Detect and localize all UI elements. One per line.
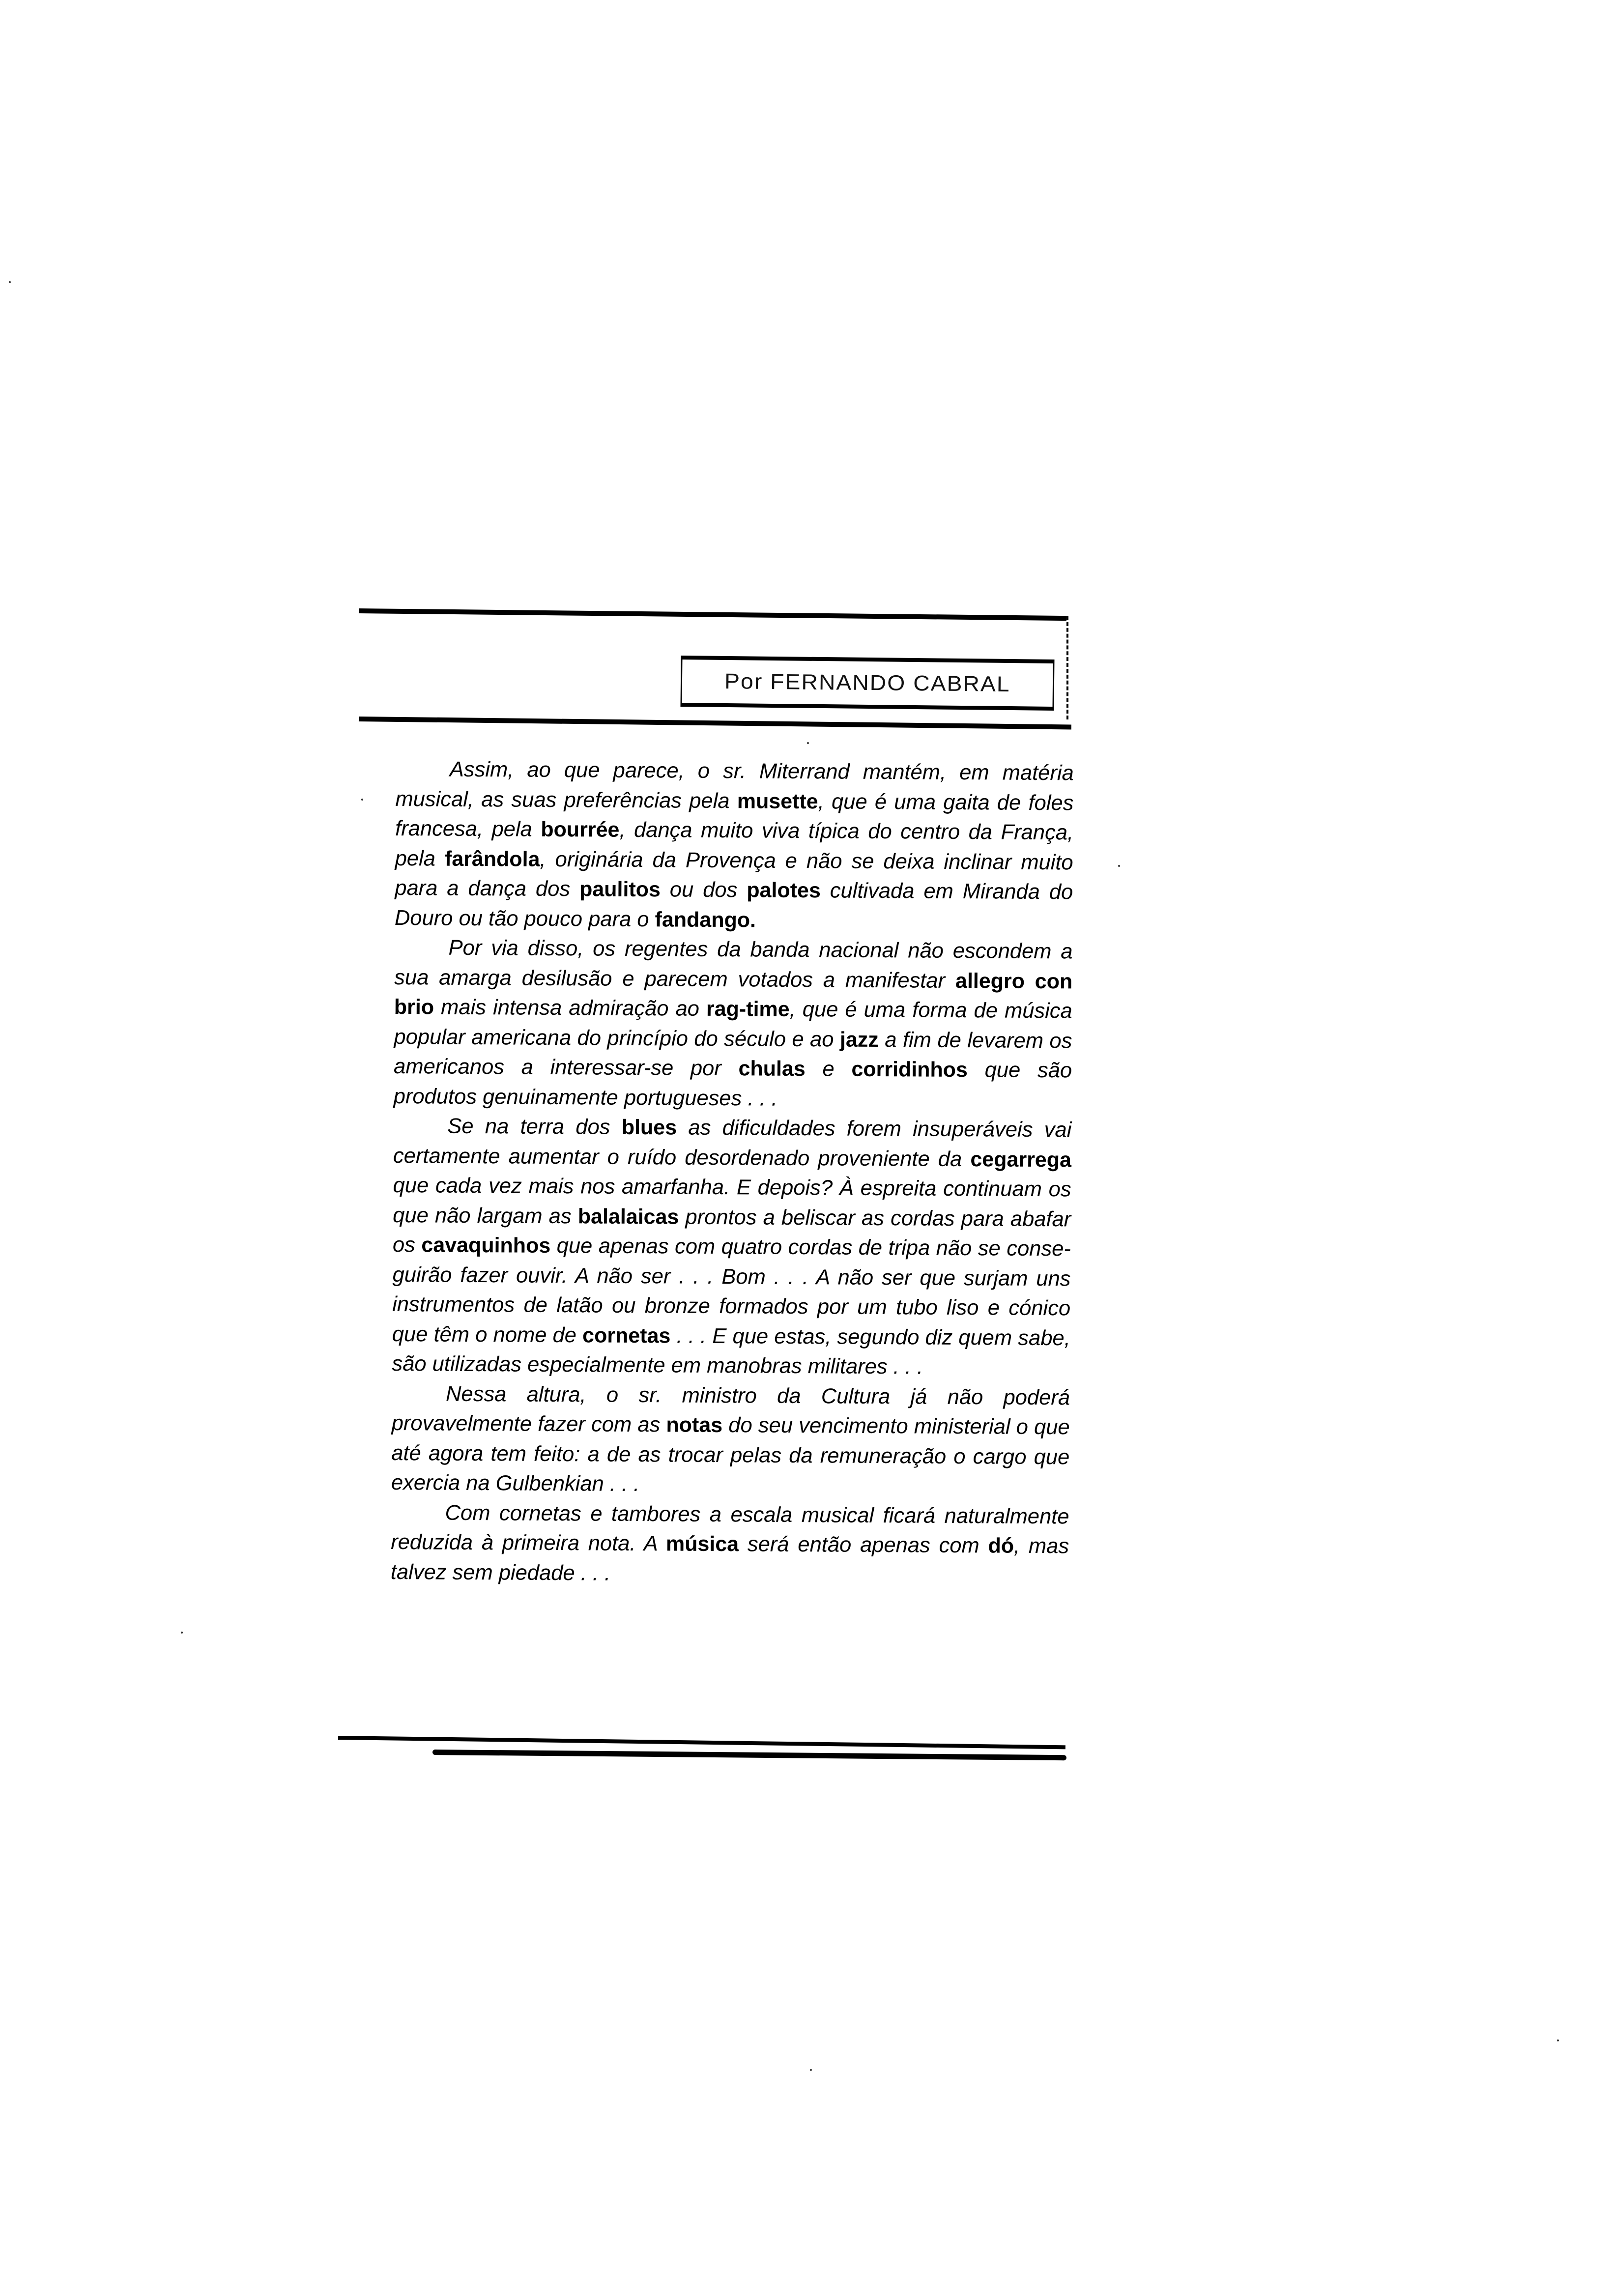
scan-speck [9, 281, 11, 283]
keyword: jazz [839, 1028, 879, 1052]
keyword: cegarrega [970, 1147, 1072, 1172]
scan-speck [810, 2069, 812, 2071]
text-run: as dificuldades forem insuperáveis vai certamente aumentar o ruído desordenado proveniente da [393, 1116, 1072, 1171]
keyword: dó [988, 1534, 1014, 1558]
text-run: que cada vez mais nos amarfanha. E depois? À espreita continuam os que não largam as [393, 1173, 1071, 1228]
keyword: bourrée [541, 817, 620, 842]
text-run: , que é uma forma de música popular americana do princípio do século e ao [394, 997, 1072, 1052]
keyword: farândola [444, 847, 540, 871]
keyword: balalaicas [577, 1204, 679, 1229]
text-run: e [805, 1057, 852, 1081]
end-rule-lower [432, 1750, 1066, 1760]
keyword: paulitos [579, 877, 661, 902]
keyword: corridinhos [851, 1057, 968, 1082]
keyword: música [665, 1532, 739, 1556]
text-run: do seu vencimento ministerial o que até agora tem feito: a de as trocar pelas da remuneração o cargo que exercia na Gulbenkian . . . [391, 1413, 1070, 1496]
text-run: , mas talvez sem piedade . . . [390, 1534, 1069, 1585]
header-bottom-rule [359, 717, 1071, 729]
paragraph [395, 754, 1074, 937]
text-run: que apenas com quatro cordas de tripa não se conseguirão fazer ouvir. A não ser . . . Bom . . . A não ser que surjam uns instrumentos de latão ou bronze formados por um tubo liso e cónico que têm o nome de [392, 1234, 1071, 1347]
keyword: cornetas [582, 1323, 671, 1348]
text-run: . . . E que estas, segundo diz quem sabe, são utilizadas especialmente em manobras militares . . . [392, 1323, 1070, 1379]
paragraph [394, 933, 1073, 1115]
paragraph [391, 1378, 1070, 1501]
article-body [391, 754, 1074, 1591]
byline-box [680, 656, 1054, 711]
text-run: mais intensa admiração ao [433, 995, 707, 1021]
text-run: Se na terra dos [447, 1114, 622, 1139]
scan-speck [361, 799, 363, 801]
text-run: que são produtos genuinamente portugueses . . . [393, 1058, 1072, 1111]
scan-speck [807, 742, 809, 744]
scan-speck [1118, 865, 1120, 867]
text-run: a fim de levarem os americanos a interessar-se por [393, 1028, 1072, 1081]
text-run: prontos a beliscar as cordas para abafar os [392, 1205, 1071, 1257]
text-run: ou dos [660, 878, 747, 902]
article-header [359, 604, 1066, 722]
keyword: musette [737, 789, 818, 813]
text-run: Nessa altura, o sr. ministro da Cultura já não poderá provavelmente fazer com as [391, 1382, 1070, 1437]
keyword: notas [666, 1413, 723, 1437]
byline: Por FERNANDO CABRAL [724, 669, 1011, 697]
end-rule-upper [338, 1736, 1065, 1749]
keyword: palotes [747, 878, 821, 903]
scan-speck [181, 1632, 183, 1634]
text-run: Com cornetas e tambores a escala musical ficará naturalmente reduzida à primeira nota. A [391, 1501, 1069, 1556]
text-run: , que é uma gaita de foles francesa, pela [395, 789, 1074, 841]
scan-speck [1557, 2039, 1559, 2041]
keyword: rag-time [706, 997, 790, 1021]
text-run: Por via disso, os regentes da banda nacional não escondem a sua amarga desilusão e parecem votados a manifestar [394, 936, 1073, 993]
text-run: será então apenas com [739, 1532, 988, 1558]
keyword: cavaquinhos [421, 1233, 551, 1258]
text-run: Assim, ao que parece, o sr. Miterrand mantém, em matéria musical, as suas preferências pela [395, 757, 1074, 813]
text-run: , dança muito viva típica do centro da França, pela [395, 818, 1074, 871]
paragraph [392, 1111, 1071, 1383]
header-right-dashed-rule [1066, 616, 1070, 719]
faded-title [369, 624, 673, 688]
text-run: cultivada em Miranda do Douro ou tão pouco para o [394, 879, 1073, 931]
text-run: , originária da Provença e não se deixa inclinar muito para a dança dos [395, 847, 1073, 901]
keyword: chulas [738, 1057, 806, 1081]
paragraph [391, 1497, 1069, 1591]
keyword: allegro con brio [394, 969, 1073, 1019]
keyword: blues [621, 1115, 677, 1140]
keyword: fandango. [655, 907, 756, 932]
header-top-rule [359, 608, 1066, 621]
